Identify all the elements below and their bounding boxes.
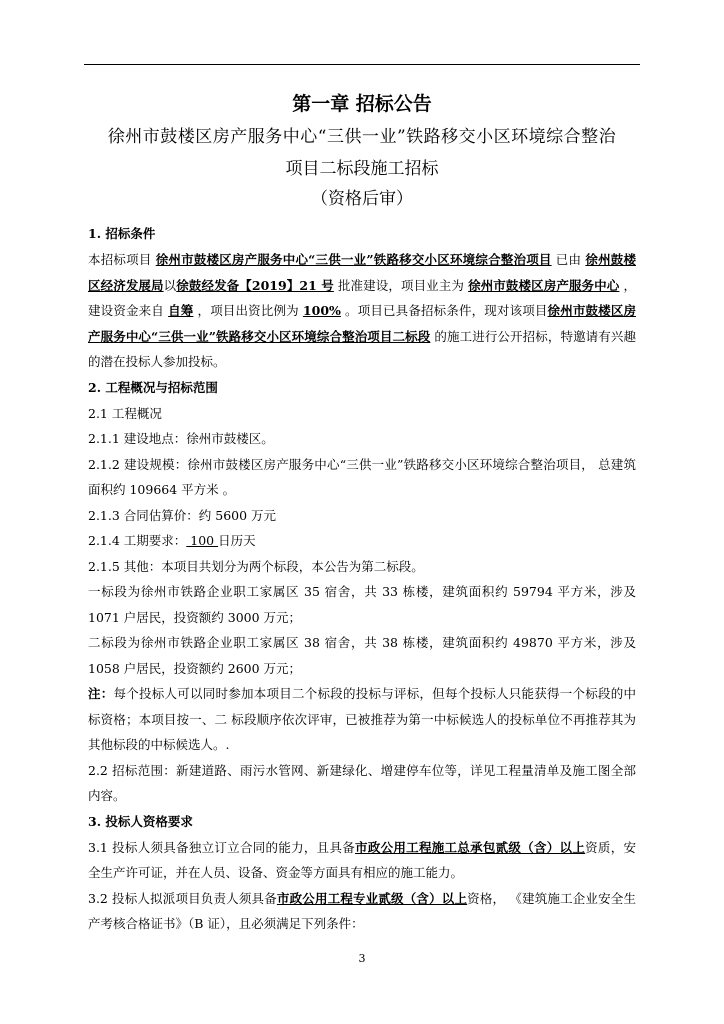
section-2-heading: 2. 工程概况与招标范围 bbox=[88, 379, 218, 395]
project-name: 徐州市鼓楼区房产服务中心“三供一业”铁路移交小区环境综合整治项目 bbox=[155, 252, 552, 267]
project-title-line1: 徐州市鼓楼区房产服务中心“三供一业”铁路移交小区环境综合整治 bbox=[107, 127, 617, 147]
document-page bbox=[88, 90, 636, 937]
section-3-heading: 3. 投标人资格要求 bbox=[88, 813, 193, 829]
lot-2-paragraph: 二标段为徐州市铁路企业职工家属区 38 宿舍，共 38 栋楼，建筑面积约 49870 平方米，涉及 1058 户居民，投资额约 2600 万元； bbox=[88, 635, 636, 676]
note-label: 注： bbox=[88, 686, 114, 701]
scope-paragraph: 2.2 招标范围：新建道路、雨污水管网、新建绿化、增建停车位等，详见工程量清单及施工图全部内容。 bbox=[88, 762, 636, 803]
project-owner: 徐州市鼓楼区房产服务中心 bbox=[468, 277, 620, 293]
manager-qualification: 市政公用工程专业贰级（含）以上 bbox=[276, 890, 468, 906]
qualification-paragraph-2: 3.2 投标人拟派项目负责人须具备市政公用工程专业贰级（含）以上资格， 《建筑施工企业安全生产考核合格证书》（B 证），且必须满足下列条件： bbox=[88, 890, 636, 931]
location-paragraph: 2.1.1 建设地点：徐州市鼓楼区。 bbox=[88, 431, 274, 446]
required-qualification: 市政公用工程施工总承包贰级（含）以上 bbox=[355, 839, 586, 855]
scale-paragraph: 2.1.2 建设规模：徐州市鼓楼区房产服务中心“三供一业”铁路移交小区环境综合整治项目， 总建筑面积约 109664 平方米 。 bbox=[88, 456, 636, 497]
duration-days: 100 bbox=[186, 533, 219, 548]
chapter-title: 第一章 招标公告 bbox=[292, 93, 432, 115]
section-1-paragraph: 本招标项目 徐州市鼓楼区房产服务中心“三供一业”铁路移交小区环境综合整治项目 已由 徐州鼓楼区经济发展局以徐鼓经发备【2019】21 号 批准建设，项目业主为 徐州市鼓楼区房产服务中心 ，建设资金来自 自筹 ，项目出资比例为 100% 。项目已具备招标条件，现对该项目徐州市鼓楼区房产服务中心“三供一业”铁路移交小区环境综合整治项目二标段 的施工进行公开招标，特邀请有兴趣的潜在投标人参加投标。 bbox=[88, 252, 636, 369]
tender-section: 徐州市鼓楼区房产服务中心“三供一业”铁路移交小区环境综合整治项目二标段 bbox=[88, 303, 636, 344]
approval-doc: 徐鼓经发备【2019】21 号 bbox=[176, 277, 334, 293]
estimate-paragraph: 2.1.3 合同估算价：约 5600 万元 bbox=[88, 507, 277, 523]
header-rule bbox=[84, 64, 640, 65]
overview-heading: 2.1 工程概况 bbox=[88, 405, 162, 421]
page-number: 3 bbox=[358, 952, 366, 965]
approver: 徐州鼓楼区经济发展局 bbox=[88, 252, 636, 293]
project-title-line3: （资格后审） bbox=[311, 189, 413, 209]
note-paragraph: 注：每个投标人可以同时参加本项目二个标段的投标与评标，但每个投标人只能获得一个标段的中标资格；本项目按一、二 标段顺序依次评审，已被推荐为第一中标候选人的投标单位不再推荐其为其他标段的中标候选人。. bbox=[88, 686, 636, 752]
lot-1-paragraph: 一标段为徐州市铁路企业职工家属区 35 宿舍，共 33 栋楼，建筑面积约 59794 平方米，涉及 1071 户居民，投资额约 3000 万元； bbox=[88, 584, 636, 625]
project-title-line2: 项目二标段施工招标 bbox=[285, 159, 439, 179]
other-paragraph: 2.1.5 其他：本项目共划分为两个标段，本公告为第二标段。 bbox=[88, 558, 424, 574]
fund-source: 自筹 bbox=[168, 303, 194, 318]
funding-ratio: 100% bbox=[302, 303, 341, 318]
qualification-paragraph-1: 3.1 投标人须具备独立订立合同的能力，且具备市政公用工程施工总承包贰级（含）以上资质，安全生产许可证，并在人员、设备、资金等方面具有相应的施工能力。 bbox=[88, 839, 636, 880]
section-1-heading: 1. 招标条件 bbox=[88, 226, 156, 241]
duration-paragraph: 2.1.4 工期要求： 100 日历天 bbox=[88, 533, 256, 548]
